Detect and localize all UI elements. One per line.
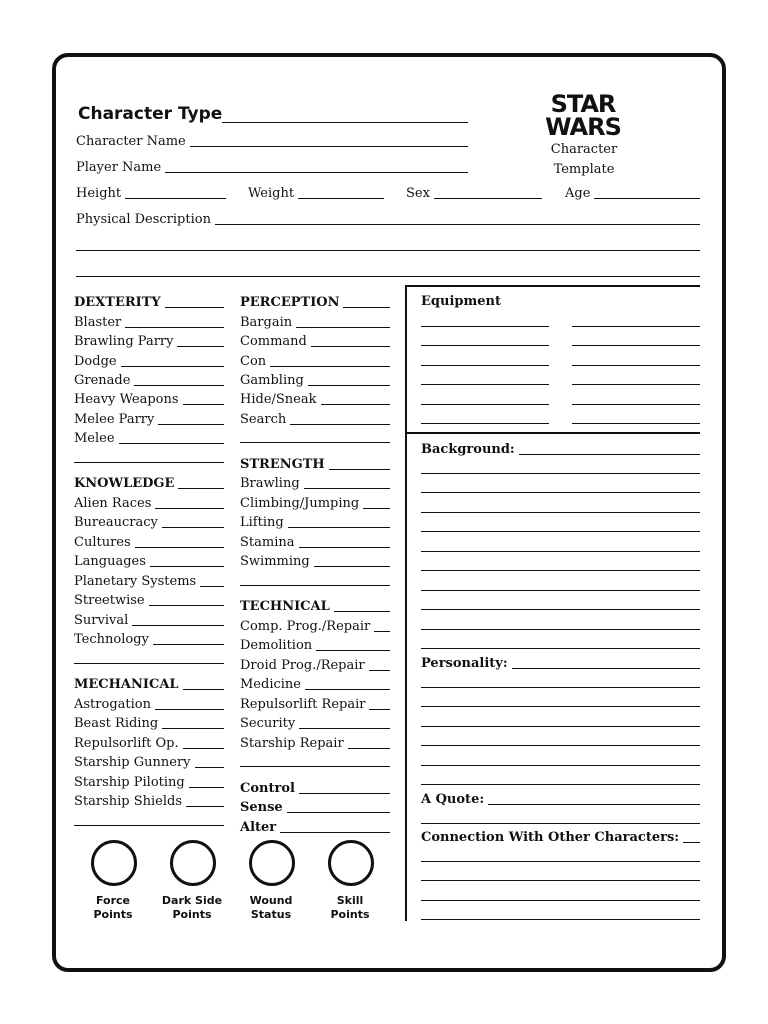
skill-astrogation[interactable]: Astrogation [74, 695, 224, 713]
description-line[interactable] [76, 276, 700, 277]
skill-planetary-systems[interactable]: Planetary Systems [74, 572, 224, 590]
skill-technology[interactable]: Technology [74, 630, 224, 648]
equipment-line[interactable] [421, 423, 549, 424]
character-type-line[interactable] [222, 122, 468, 123]
equipment-line[interactable] [572, 384, 700, 385]
skill-swimming[interactable]: Swimming [240, 552, 390, 570]
player-name-label: Player Name [76, 160, 162, 175]
dexterity-heading: DEXTERITY [74, 295, 161, 310]
equipment-heading: Equipment [421, 294, 501, 309]
skill-con[interactable]: Con [240, 352, 390, 370]
perception-heading: PERCEPTION [240, 295, 340, 310]
equipment-line[interactable] [572, 345, 700, 346]
skill-heavy-weapons[interactable]: Heavy Weapons [74, 390, 224, 408]
logo-line-2: WARS [545, 113, 621, 140]
equipment-line[interactable] [572, 423, 700, 424]
skill-demolition[interactable]: Demolition [240, 636, 390, 654]
sense-label: Sense [240, 800, 283, 815]
skill-points-label: Skill Points [330, 894, 370, 921]
template-line-1: Character [550, 142, 618, 157]
skill-medicine[interactable]: Medicine [240, 675, 390, 693]
technical-heading: TECHNICAL [240, 599, 330, 614]
height-field[interactable] [76, 184, 226, 202]
skill-brawling[interactable]: Brawling [240, 474, 390, 492]
skill-starship-repair[interactable]: Starship Repair [240, 734, 390, 752]
skill-languages[interactable]: Languages [74, 552, 224, 570]
skill-starship-gunnery[interactable]: Starship Gunnery [74, 753, 224, 771]
force-points-label: Force Points [93, 894, 133, 921]
personality-line[interactable] [421, 784, 700, 785]
skill-starship-shields[interactable]: Starship Shields [74, 792, 224, 810]
skill-security[interactable]: Security [240, 714, 390, 732]
skill-cultures[interactable]: Cultures [74, 533, 224, 551]
personality-heading: Personality: [421, 656, 508, 671]
equipment-top-rule [405, 285, 700, 287]
skill-melee[interactable]: Melee [74, 429, 224, 447]
background-line[interactable] [421, 492, 700, 493]
equipment-line[interactable] [572, 326, 700, 327]
background-line[interactable] [421, 609, 700, 610]
blank-skill-line[interactable] [74, 462, 224, 463]
weight-label: Weight [248, 186, 295, 201]
background-heading: Background: [421, 442, 515, 457]
blank-skill-line[interactable] [240, 442, 390, 443]
connection-field[interactable] [421, 828, 700, 846]
personality-line[interactable] [421, 687, 700, 688]
skill-dodge[interactable]: Dodge [74, 352, 224, 370]
personality-line[interactable] [421, 706, 700, 707]
background-line[interactable] [421, 629, 700, 630]
skill-droid-prog-repair[interactable]: Droid Prog./Repair [240, 656, 390, 674]
age-field[interactable] [565, 184, 700, 202]
skill-beast-riding[interactable]: Beast Riding [74, 714, 224, 732]
background-line[interactable] [421, 570, 700, 571]
connection-line[interactable] [421, 900, 700, 901]
quote-line[interactable] [421, 823, 700, 824]
description-line[interactable] [76, 250, 700, 251]
knowledge-field[interactable] [74, 474, 224, 492]
perception-field[interactable] [240, 293, 390, 311]
personality-line[interactable] [421, 726, 700, 727]
height-label: Height [76, 186, 122, 201]
mechanical-field[interactable] [74, 675, 224, 693]
dark-side-points-circle[interactable] [170, 840, 216, 886]
dexterity-field[interactable] [74, 293, 224, 311]
wound-status-circle[interactable] [249, 840, 295, 886]
connection-heading: Connection With Other Characters: [421, 830, 680, 845]
weight-field[interactable] [248, 184, 384, 202]
sense-field[interactable] [240, 798, 390, 816]
background-field[interactable] [421, 440, 700, 458]
equipment-line[interactable] [421, 404, 549, 405]
dark-side-points-label: Dark Side Points [161, 894, 223, 921]
character-name-label: Character Name [76, 134, 186, 149]
skill-repulsorlift-op[interactable]: Repulsorlift Op. [74, 734, 224, 752]
skill-survival[interactable]: Survival [74, 611, 224, 629]
skill-lifting[interactable]: Lifting [240, 513, 390, 531]
skill-hide-sneak[interactable]: Hide/Sneak [240, 390, 390, 408]
connection-line[interactable] [421, 861, 700, 862]
character-template-caption [540, 140, 628, 180]
skill-climbing-jumping[interactable]: Climbing/Jumping [240, 494, 390, 512]
connection-line[interactable] [421, 880, 700, 881]
equipment-line[interactable] [572, 404, 700, 405]
character-type-label: Character Type [78, 104, 223, 124]
sex-label: Sex [406, 186, 430, 201]
skill-points-circle[interactable] [328, 840, 374, 886]
skill-search[interactable]: Search [240, 410, 390, 428]
strength-heading: STRENGTH [240, 457, 325, 472]
equipment-line[interactable] [572, 365, 700, 366]
background-line[interactable] [421, 473, 700, 474]
personality-field[interactable] [421, 654, 700, 672]
background-line[interactable] [421, 551, 700, 552]
skill-command[interactable]: Command [240, 332, 390, 350]
character-name-field[interactable] [76, 132, 468, 150]
control-field[interactable] [240, 779, 390, 797]
blank-skill-line[interactable] [240, 585, 390, 586]
star-wars-logo [528, 90, 638, 140]
strength-field[interactable] [240, 455, 390, 473]
skill-grenade[interactable]: Grenade [74, 371, 224, 389]
equipment-line[interactable] [421, 365, 549, 366]
mechanical-heading: MECHANICAL [74, 677, 179, 692]
blank-skill-line[interactable] [240, 766, 390, 767]
equipment-line[interactable] [421, 384, 549, 385]
physical-description-label: Physical Description [76, 212, 211, 227]
control-label: Control [240, 781, 295, 796]
sex-field[interactable] [406, 184, 542, 202]
background-line[interactable] [421, 648, 700, 649]
skill-stamina[interactable]: Stamina [240, 533, 390, 551]
quote-heading: A Quote: [421, 792, 485, 807]
technical-field[interactable] [240, 597, 390, 615]
background-line[interactable] [421, 512, 700, 513]
blank-skill-line[interactable] [74, 663, 224, 664]
equipment-line[interactable] [421, 326, 549, 327]
column-divider [405, 285, 407, 921]
personality-line[interactable] [421, 745, 700, 746]
connection-line[interactable] [421, 919, 700, 920]
alter-field[interactable] [240, 818, 390, 836]
skill-brawling-parry[interactable]: Brawling Parry [74, 332, 224, 350]
template-line-2: Template [553, 162, 615, 177]
alter-label: Alter [240, 820, 277, 835]
skill-comp-prog-repair[interactable]: Comp. Prog./Repair [240, 617, 390, 635]
personality-line[interactable] [421, 765, 700, 766]
quote-field[interactable] [421, 790, 700, 808]
wound-status-label: Wound Status [249, 894, 293, 921]
equipment-line[interactable] [421, 345, 549, 346]
age-label: Age [565, 186, 591, 201]
skill-starship-piloting[interactable]: Starship Piloting [74, 773, 224, 791]
blank-skill-line[interactable] [74, 825, 224, 826]
force-points-circle[interactable] [91, 840, 137, 886]
skill-alien-races[interactable]: Alien Races [74, 494, 224, 512]
background-top-rule [405, 432, 700, 434]
skill-gambling[interactable]: Gambling [240, 371, 390, 389]
knowledge-heading: KNOWLEDGE [74, 476, 175, 491]
skill-bargain[interactable]: Bargain [240, 313, 390, 331]
background-line[interactable] [421, 590, 700, 591]
skill-repulsorlift-repair[interactable]: Repulsorlift Repair [240, 695, 390, 713]
player-name-field[interactable] [76, 158, 468, 176]
skill-bureaucracy[interactable]: Bureaucracy [74, 513, 224, 531]
skill-melee-parry[interactable]: Melee Parry [74, 410, 224, 428]
skill-blaster[interactable]: Blaster [74, 313, 224, 331]
logo-line-1: STAR [550, 90, 616, 118]
background-line[interactable] [421, 531, 700, 532]
skill-streetwise[interactable]: Streetwise [74, 591, 224, 609]
physical-description-field[interactable] [76, 210, 700, 228]
